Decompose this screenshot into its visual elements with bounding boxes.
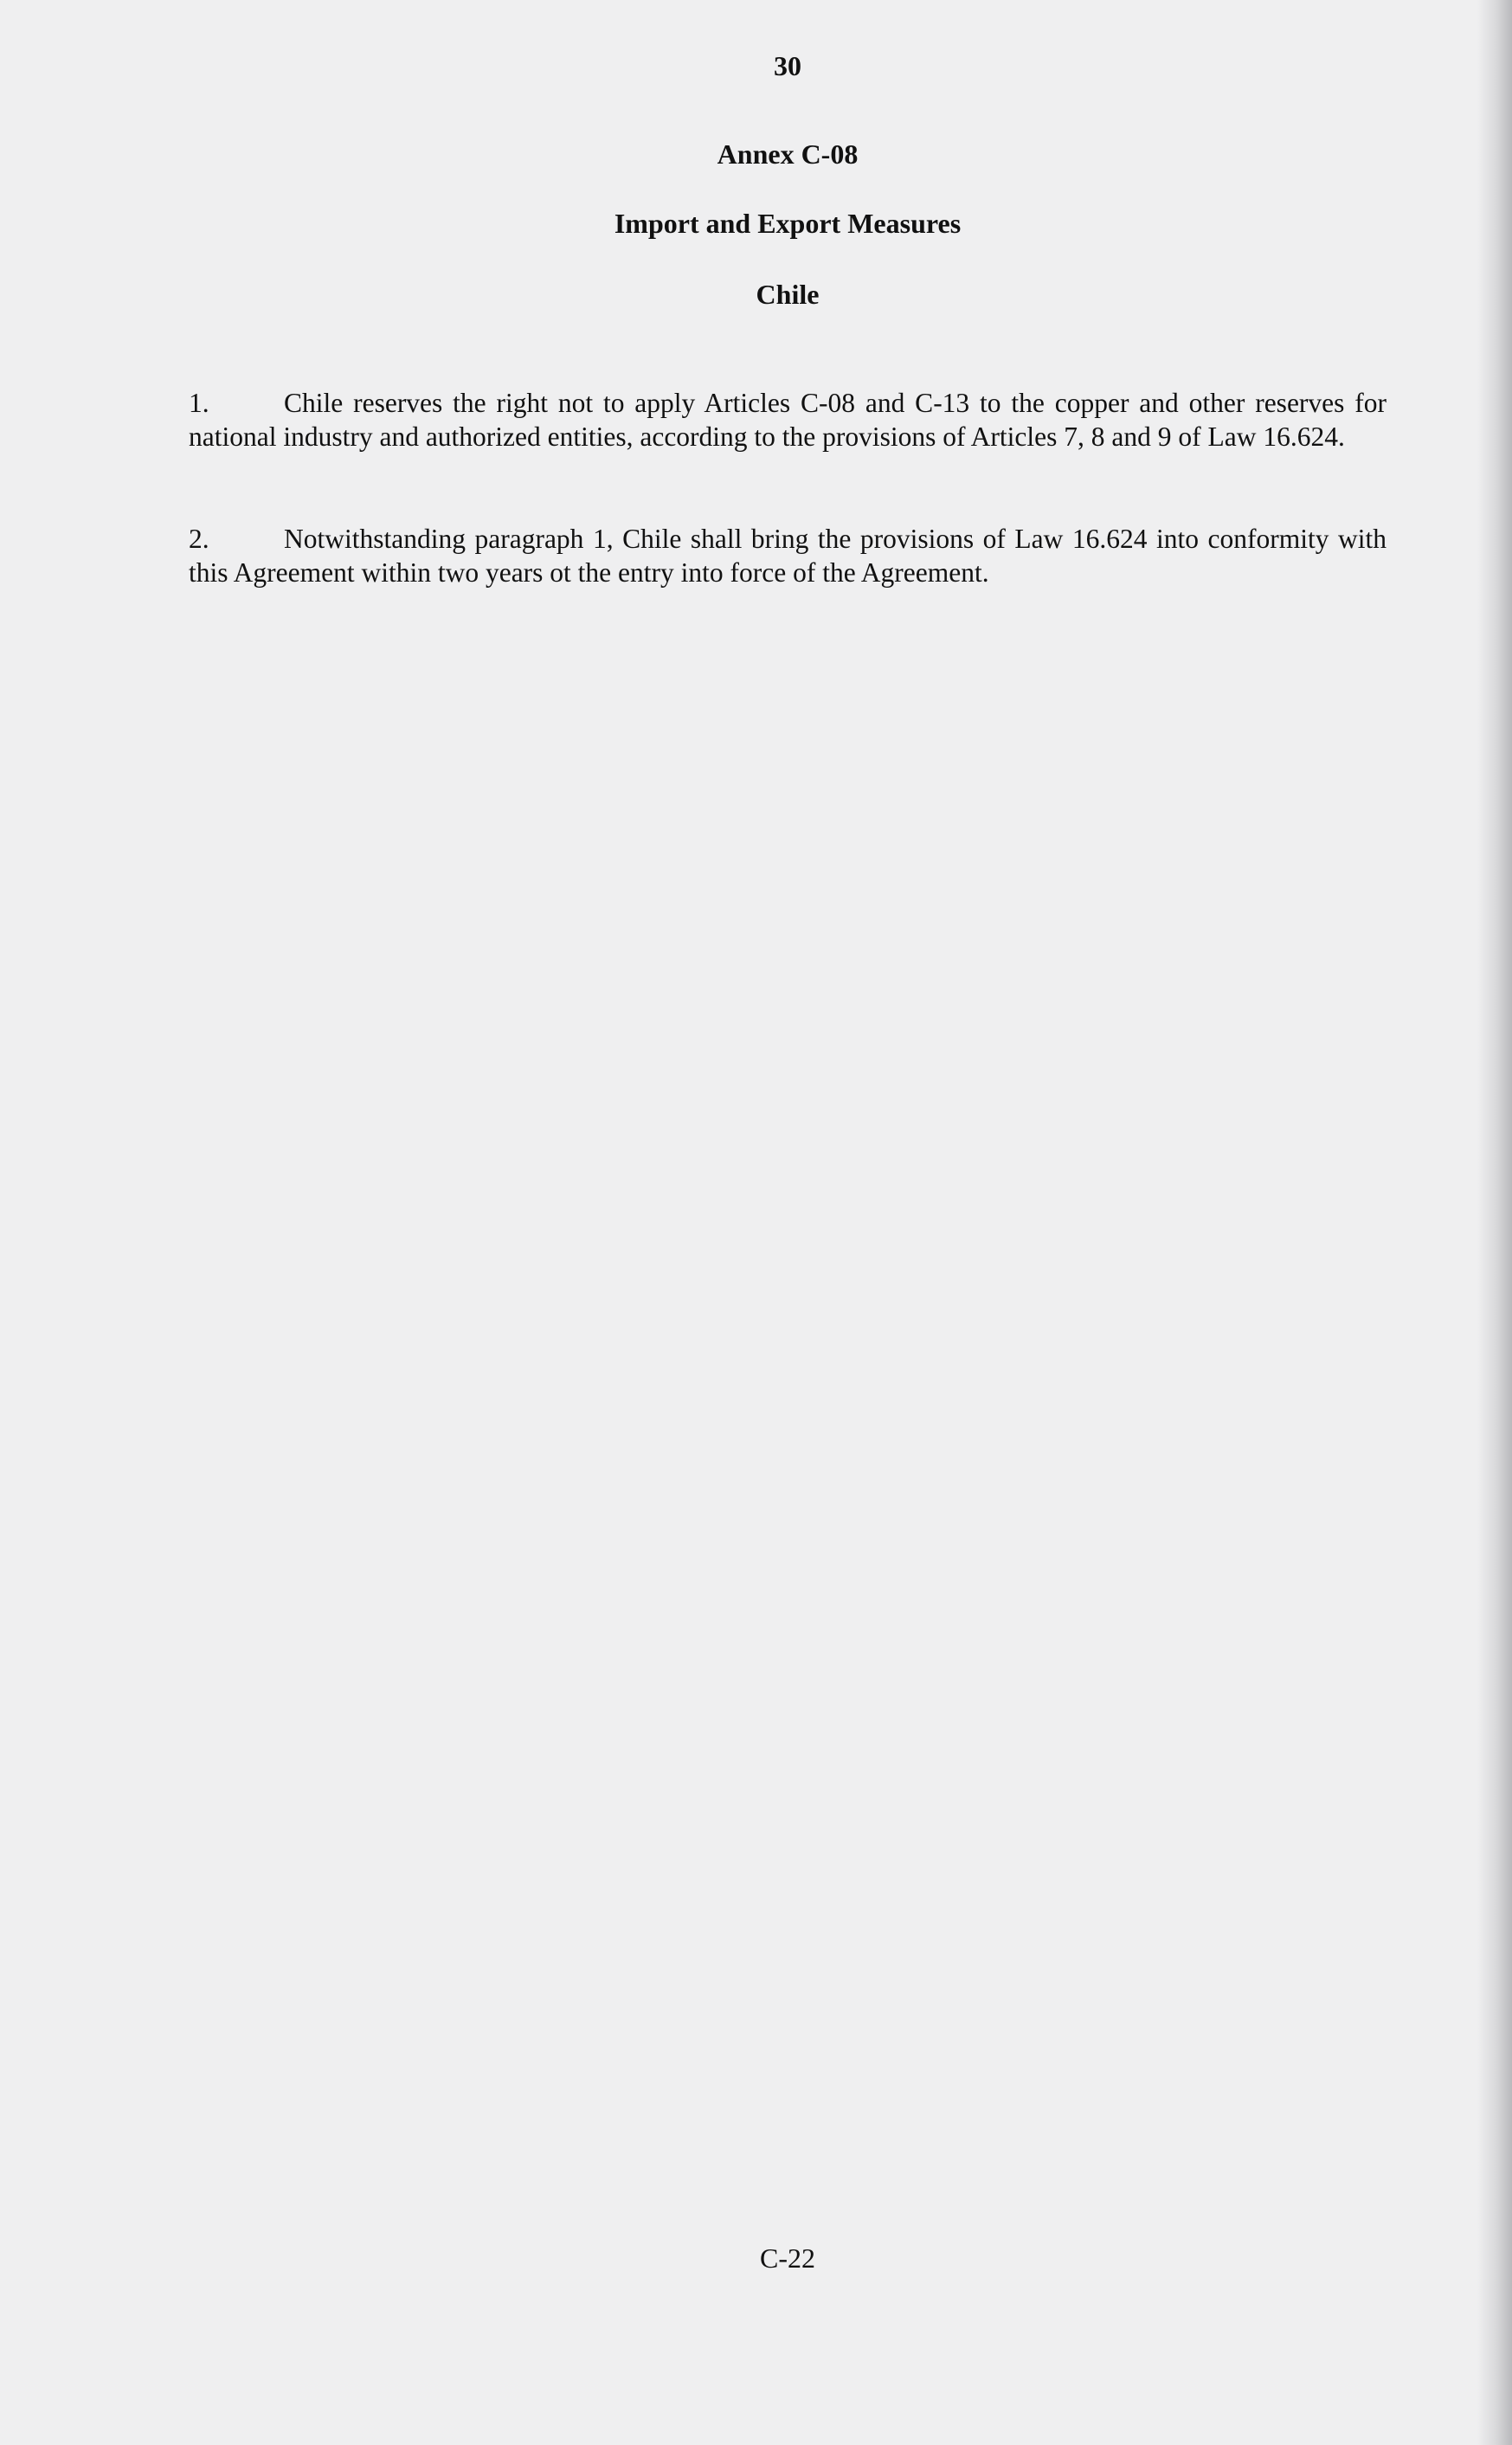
section-title: Import and Export Measures [614,208,962,239]
footer-page-reference: C-22 [760,2242,815,2274]
paragraph-2-text: Notwithstanding paragraph 1, Chile shall bring the provisions of Law 16.624 into conformity with this Agreement within two years ot the entry into force of the Agreement. [189,524,1387,588]
paragraph-1-number: 1. [189,388,209,418]
annex-title: Annex C-08 [717,138,859,170]
country-heading: Chile [756,279,820,310]
paragraph-1 [189,386,1387,454]
paragraph-2-number: 2. [189,524,209,554]
page-edge-shadow [1477,0,1512,2445]
page-number: 30 [774,50,801,81]
paragraph-2 [189,522,1387,589]
paragraph-1-text: Chile reserves the right not to apply Articles C-08 and C-13 to the copper and other reserves for national industry and authorized entities, according to the provisions of Articles 7, 8 and 9 of Law 16.624. [189,388,1387,452]
